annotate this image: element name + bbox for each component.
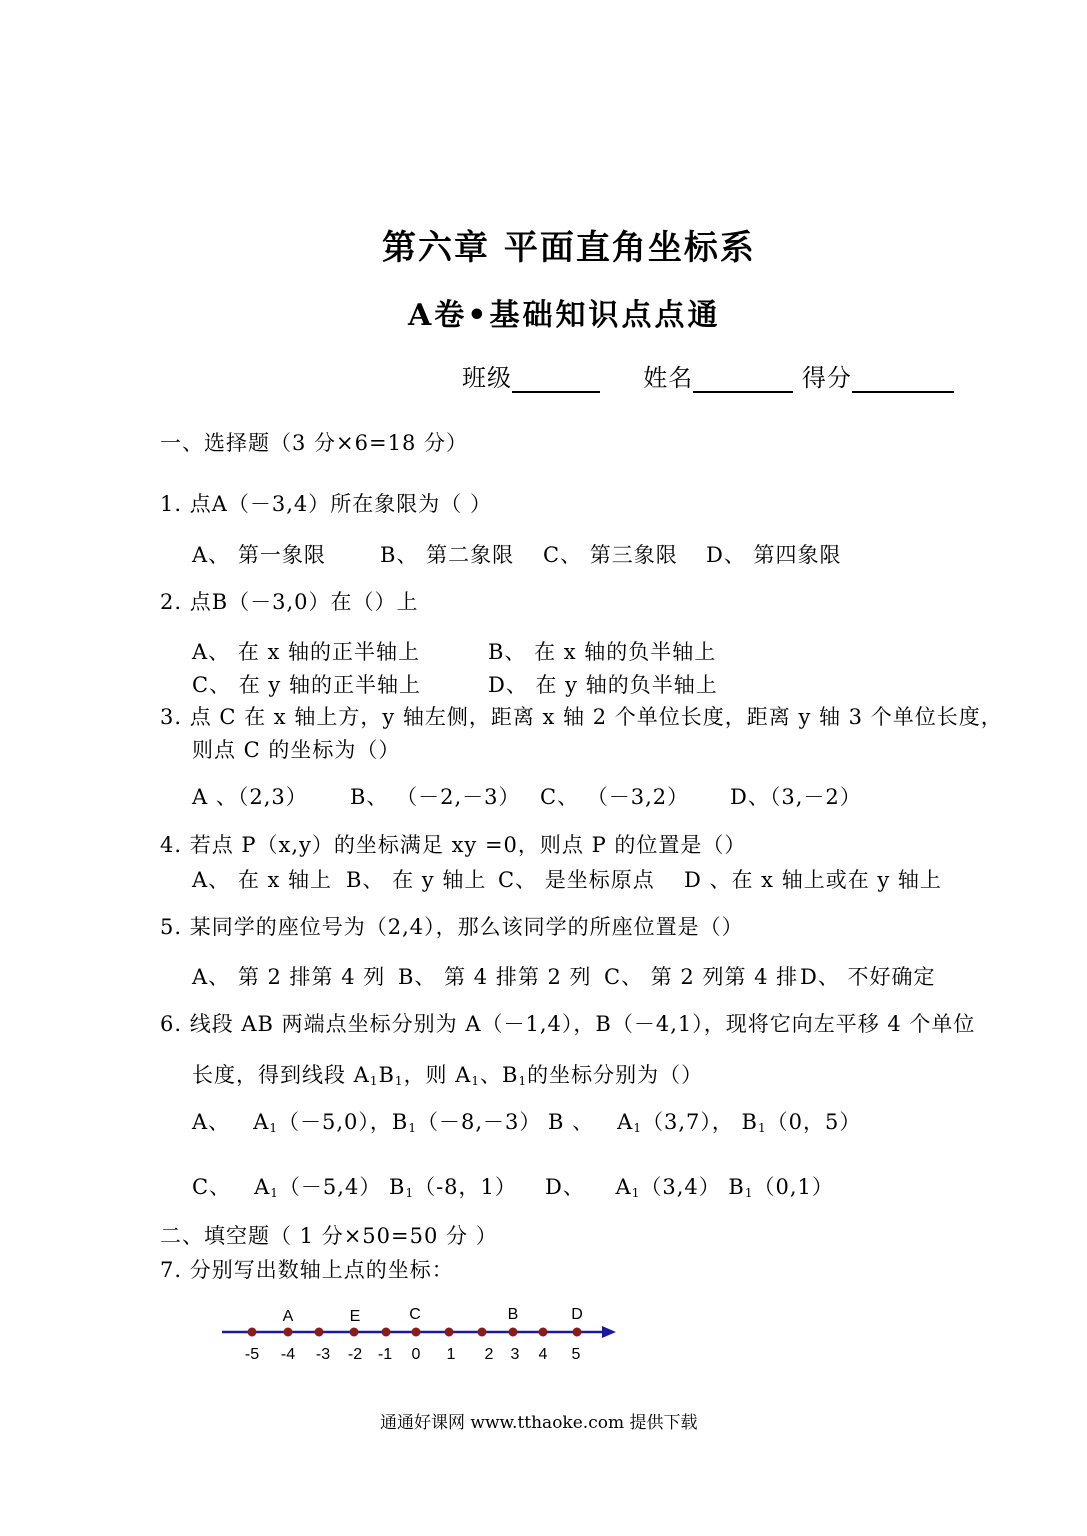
q2-option-d: D、 在 y 轴的负半轴上	[488, 673, 718, 697]
q2-option-a: A、 在 x 轴的正半轴上	[192, 640, 421, 664]
q1-stem: 1. 点A（－3,4）所在象限为（ ）	[160, 492, 492, 516]
q2-stem: 2. 点B（－3,0）在（）上	[160, 590, 419, 614]
number-line-tick-label: 1	[446, 1346, 456, 1363]
q1-option-c: C、 第三象限	[543, 543, 678, 567]
score-label: 得分	[801, 364, 852, 392]
number-line-tick-label: 5	[571, 1346, 581, 1363]
number-line-tick-label: 0	[411, 1346, 421, 1363]
q1-option-a: A、 第一象限	[192, 543, 326, 567]
number-line-dot	[350, 1328, 359, 1337]
number-line-point-label: D	[571, 1306, 583, 1323]
page-title: 第六章 平面直角坐标系	[382, 228, 756, 268]
footer-credit: 通通好课网 www.tthaoke.com 提供下载	[380, 1413, 698, 1433]
number-line-tick-label: -4	[280, 1346, 296, 1363]
q3-stem-line2: 则点 C 的坐标为（）	[192, 738, 401, 762]
q1-option-b: B、 第二象限	[380, 543, 515, 567]
q6-option-c: C、 $A_1(-5,4)$ $B_1(-8$，1）	[192, 1175, 517, 1200]
q5-stem: 5. 某同学的座位号为（2,4），那么该同学的所座位置是（）	[160, 915, 744, 939]
q6-option-a: A、 $A_1(-5,0)$，$B_1(-8,-3)$	[192, 1110, 542, 1135]
q3-option-b: B、 （－2,－3）	[350, 785, 521, 809]
q2-option-c: C、 在 y 轴的正半轴上	[192, 673, 421, 697]
number-line-dot	[248, 1328, 257, 1337]
page-subtitle: A卷•基础知识点点通	[408, 298, 721, 333]
section-fill-heading: 二、填空题（ 1 分×50=50 分 ）	[160, 1224, 498, 1248]
q5-option-b: B、 第 4 排第 2 列	[398, 965, 592, 989]
number-line-point-label: A	[282, 1308, 294, 1325]
q3-option-d: D、（3,－2）	[730, 785, 862, 809]
number-line-dot	[382, 1328, 391, 1337]
number-line-tick-label: -3	[315, 1346, 331, 1363]
number-line-arrow-icon	[602, 1326, 616, 1338]
number-line-tick-label: 4	[538, 1346, 548, 1363]
number-line-dot	[539, 1328, 548, 1337]
name-label: 姓名	[643, 364, 694, 392]
q4-option-c: C、 是坐标原点	[498, 868, 655, 892]
q4-option-d: D 、在 x 轴上或在 y 轴上	[684, 868, 942, 892]
score-blank[interactable]	[852, 369, 954, 393]
q4-option-a: A、 在 x 轴上	[192, 868, 333, 892]
q6-stem-line1: 6. 线段 AB 两端点坐标分别为 A（－1,4），B（－4,1），现将它向左平移 4 个单位	[160, 1012, 976, 1036]
number-line-dot	[573, 1328, 582, 1337]
number-line-point-label: C	[409, 1306, 421, 1323]
number-line-tick-label: -5	[244, 1346, 260, 1363]
number-line-dot	[284, 1328, 293, 1337]
q6-option-b: B 、 $A_1(3,7)$， $B_1(0$，5）	[548, 1110, 862, 1135]
q2-option-b: B、 在 x 轴的负半轴上	[488, 640, 717, 664]
q3-stem-line1: 3. 点 C 在 x 轴上方，y 轴左侧，距离 x 轴 2 个单位长度，距离 y 轴 3 个单位长度，	[160, 705, 1003, 729]
q5-option-d: D、 不好确定	[800, 965, 936, 989]
number-line-dot	[509, 1328, 518, 1337]
number-line-figure	[210, 1295, 630, 1370]
number-line-dot	[412, 1328, 421, 1337]
number-line-dot	[445, 1328, 454, 1337]
number-line-tick-label: -2	[347, 1346, 363, 1363]
header-fields	[462, 358, 954, 393]
q4-stem: 4. 若点 P（x,y）的坐标满足 xy =0，则点 P 的位置是（）	[160, 833, 747, 857]
q3-option-a: A 、（2,3）	[192, 785, 308, 809]
class-blank[interactable]	[512, 369, 600, 393]
q7-stem: 7. 分别写出数轴上点的坐标：	[160, 1258, 454, 1282]
q1-option-d: D、 第四象限	[706, 543, 842, 567]
number-line-dot	[315, 1328, 324, 1337]
number-line-tick-label: 2	[484, 1346, 494, 1363]
q5-option-a: A、 第 2 排第 4 列	[192, 965, 386, 989]
number-line-dot	[478, 1328, 487, 1337]
name-blank[interactable]	[693, 369, 793, 393]
section-choice-heading: 一、选择题（3 分×6=18 分）	[160, 431, 468, 455]
number-line-point-label: E	[349, 1308, 361, 1325]
number-line-tick-label: 3	[510, 1346, 520, 1363]
q6-stem-line2: 长度，得到线段 $A_1B_1$，则 $A_1$、$B_1$的坐标分别为（）	[192, 1063, 704, 1088]
q3-option-c: C、 （－3,2）	[540, 785, 690, 809]
q5-option-c: C、 第 2 列第 4 排	[604, 965, 799, 989]
q4-option-b: B、 在 y 轴上	[346, 868, 487, 892]
number-line-tick-label: -1	[377, 1346, 393, 1363]
q6-option-d: D、 $A_1(3,4)$ $B_1(0,1)$	[545, 1175, 834, 1200]
class-label: 班级	[462, 364, 512, 392]
number-line-point-label: B	[507, 1306, 519, 1323]
